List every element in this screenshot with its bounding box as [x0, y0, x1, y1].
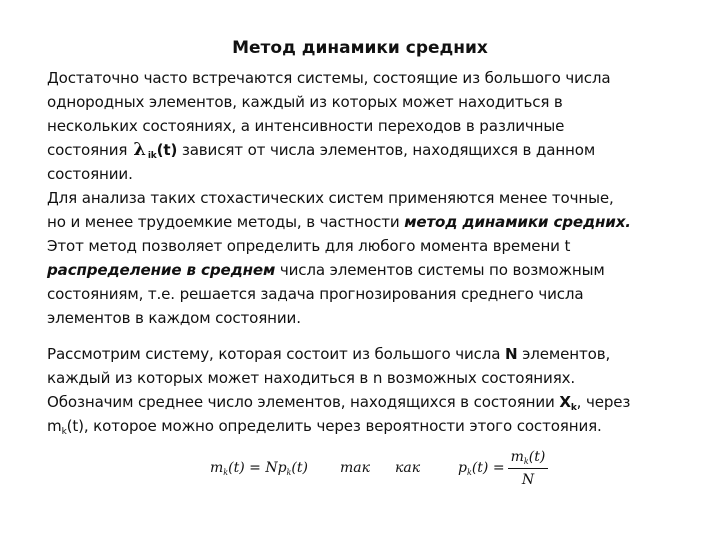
p2-line-1-pre: Рассмотрим систему, которая состоит из большого числа: [47, 345, 506, 363]
p1-line-9-post: числа элементов системы по возможным: [275, 261, 605, 279]
p1-line-4-pre: состояния: [47, 141, 128, 159]
formula-m: m: [210, 460, 224, 476]
frac-m: m: [510, 449, 524, 465]
fraction-bar: [508, 468, 548, 469]
m-arg: (t): [66, 417, 84, 435]
fraction-denominator: N: [521, 472, 535, 488]
p2-line-3: [47, 390, 687, 414]
formula: [0, 449, 720, 500]
m-subscript: k: [61, 427, 67, 437]
p1-line-4-post: зависят от числа элементов, находящихся в данном: [177, 141, 596, 159]
frac-t: (t): [528, 449, 546, 465]
p1-line-1: Достаточно часто встречаются системы, состоящие из большого числа: [47, 69, 611, 87]
p2-line-2-pre: каждый из которых может находиться в: [47, 369, 373, 387]
slide-title: Метод динамики средних: [232, 38, 488, 58]
p2-line-2: [47, 366, 687, 390]
paragraph-2: [47, 342, 687, 438]
method-name-emphasis: метод динамики средних.: [404, 213, 631, 231]
p1-line-11: элементов в каждом состоянии.: [47, 309, 301, 327]
p2-line-3-pre: Обозначим среднее число элементов, находящихся в состоянии: [47, 393, 560, 411]
formula-eq-np: (t) = Np: [228, 460, 287, 476]
p2-line-1: [47, 342, 687, 366]
formula-m-sub: k: [223, 468, 229, 477]
p1-line-7-pre: но и менее трудоемкие методы, в частности: [47, 213, 405, 231]
X-subscript: k: [570, 403, 577, 413]
lambda-symbol: λ: [133, 139, 146, 160]
formula-word-tak: так: [340, 460, 370, 476]
p1-line-10: состояниям, т.е. решается задача прогнозирования среднего числа: [47, 285, 584, 303]
p1-line-8: Этот метод позволяет определить для любого момента времени t: [47, 237, 571, 255]
lambda-subscript: ik: [147, 151, 157, 161]
p2-line-4-post: , которое можно определить через вероятности этого состояния.: [83, 417, 602, 435]
p1-line-5: состоянии.: [47, 165, 133, 183]
p1-line-3: нескольких состояниях, а интенсивности переходов в различные: [47, 117, 565, 135]
formula-t: (t): [291, 460, 308, 476]
p1-line-2: однородных элементов, каждый из которых может находиться в: [47, 93, 563, 111]
p2-line-3-post: , через: [576, 393, 631, 411]
distribution-emphasis: распределение в среднем: [47, 261, 276, 279]
formula-lhs: [210, 460, 308, 476]
lambda-arg: (t): [156, 141, 178, 159]
formula-fraction: [508, 448, 548, 489]
p2-line-2-post: возможных состояниях.: [382, 369, 576, 387]
p2-line-4: [47, 414, 687, 438]
N-symbol: N: [505, 345, 518, 363]
frac-m-sub: k: [523, 457, 529, 466]
m-symbol: m: [47, 417, 62, 435]
p1-line-9: [47, 258, 687, 282]
fraction-numerator: [508, 448, 548, 466]
formula-rhs: [458, 460, 505, 476]
X-symbol: X: [559, 393, 571, 411]
formula-word-kak: как: [395, 460, 421, 476]
p1-line-7: [47, 210, 687, 234]
formula-rhs-eq: (t) =: [471, 460, 505, 476]
p1-line-4: [47, 138, 687, 162]
formula-p-sub: k: [286, 468, 292, 477]
formula-rhs-p-sub: k: [466, 468, 472, 477]
p1-line-6: Для анализа таких стохастических систем применяются менее точные,: [47, 189, 614, 207]
p2-line-1-post: элементов,: [517, 345, 611, 363]
paragraph-1: [47, 66, 687, 330]
n-symbol: n: [372, 369, 383, 387]
formula-rhs-p: p: [458, 460, 467, 476]
